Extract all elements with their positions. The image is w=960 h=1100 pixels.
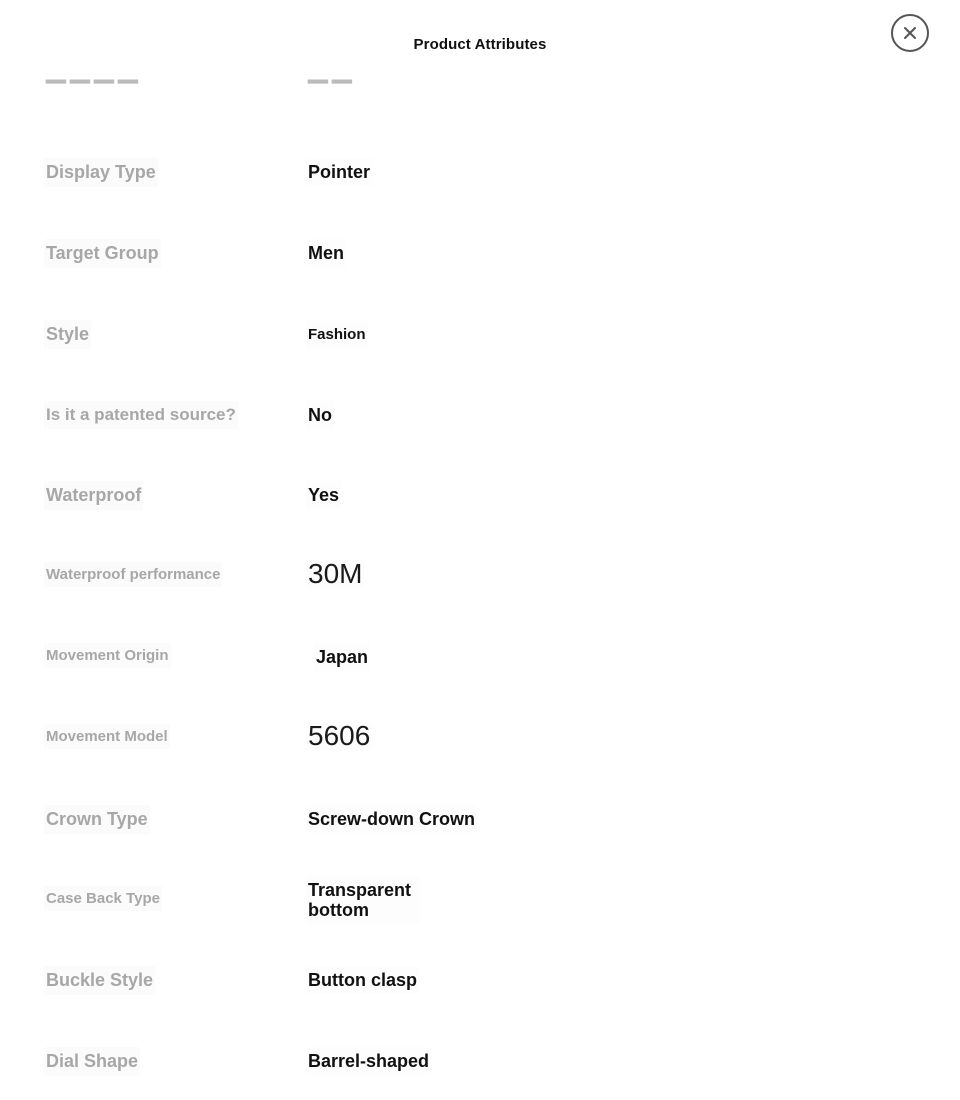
attribute-value: No: [306, 401, 334, 429]
attribute-label: Display Type: [44, 158, 158, 187]
attribute-label: Crown Type: [44, 805, 150, 834]
close-icon: [903, 26, 917, 40]
attribute-label: Style: [44, 320, 91, 349]
attribute-label: Waterproof: [44, 481, 143, 510]
attribute-value: 5606: [308, 720, 371, 751]
attribute-label: Movement Model: [44, 724, 170, 749]
attribute-value: 30M: [308, 558, 363, 589]
attribute-label: Is it a patented source?: [44, 401, 238, 429]
attribute-value: Pointer: [306, 158, 372, 186]
attribute-label: Waterproof performance: [44, 562, 222, 587]
attribute-label: Dial Shape: [44, 1047, 140, 1076]
attribute-value: Button clasp: [306, 966, 419, 994]
attribute-value: Transparent bottom: [306, 876, 420, 924]
attribute-value: Barrel-shaped: [306, 1047, 431, 1075]
attribute-label: Movement Origin: [44, 643, 171, 668]
attribute-label: Buckle Style: [44, 966, 155, 995]
attribute-value: Yes: [306, 481, 341, 509]
attribute-value: Men: [306, 239, 346, 267]
attribute-value: Screw-down Crown: [306, 805, 477, 833]
scrolled-out-value: ▔▔: [308, 80, 356, 104]
scrolled-out-label: ▔▔▔▔: [46, 80, 142, 104]
scrolled-out-row: [0, 78, 960, 104]
attribute-value: Fashion: [306, 321, 368, 349]
page-title: Product Attributes: [413, 36, 547, 53]
attribute-value: Japan: [314, 643, 370, 671]
attribute-label: Case Back Type: [44, 886, 162, 911]
attribute-label: Target Group: [44, 239, 161, 268]
close-button[interactable]: [891, 14, 929, 52]
